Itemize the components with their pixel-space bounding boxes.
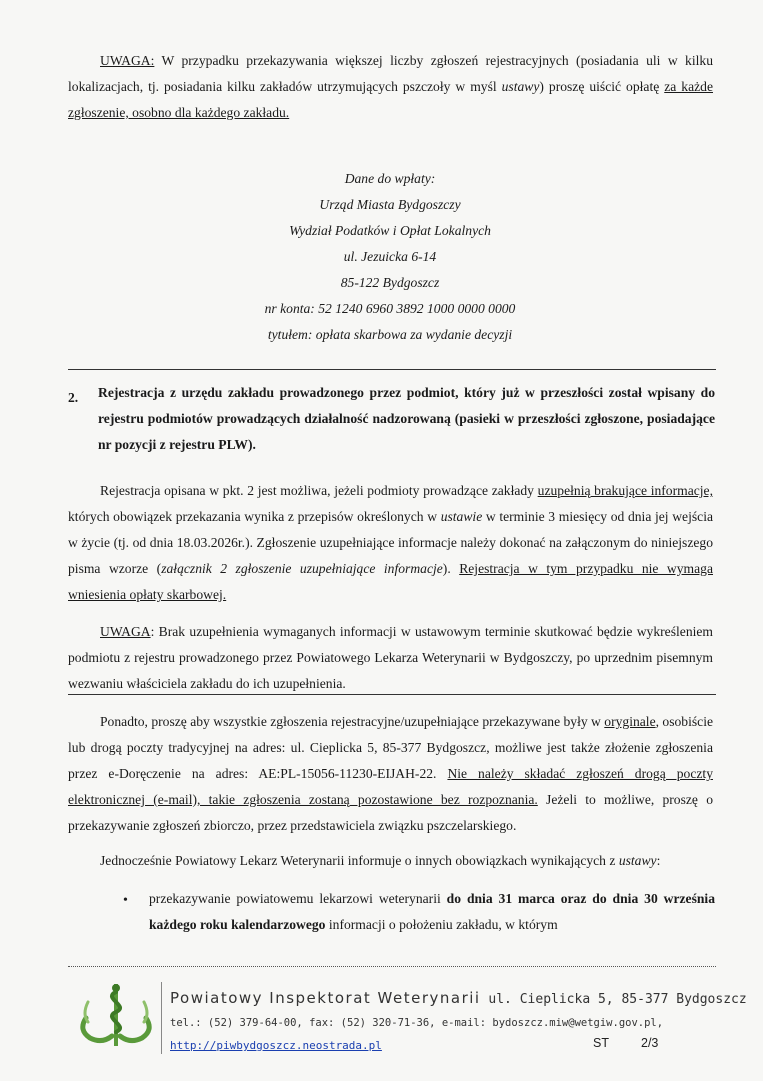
divider [68,694,716,695]
section-heading: Rejestracja z urzędu zakładu prowadzonego przez podmiot, który już w przeszłości został wpisany do rejestru podmiotów prowadzących działalność nadzorowaną (pasieki w przeszłości zgłoszone, posiadające nr pozycji z rejestru PLW). [98,385,715,452]
payment-heading: Dane do wpłaty: [344,171,436,186]
list-item: przekazywanie powiatowemu lekarzowi weterynarii do dnia 31 marca oraz do dnia 30 września każdego roku kalendarzowego informacji o położeniu zakładu, w którym [149,891,716,932]
payment-title: tytułem: opłata skarbowa za wydanie decyzji [267,327,513,342]
note-label: UWAGA: [100,53,155,68]
section-number: 2. [68,390,79,405]
footer-organization: Powiatowy Inspektorat Weterynarii ul. Cieplicka 5, 85-377 Bydgoszcz [170,989,747,1007]
payment-details [200,166,580,348]
payment-account: nr konta: 52 1240 6960 3892 1000 0000 0000 [264,301,516,316]
footer-website-link[interactable]: http://piwbydgoszcz.neostrada.pl [170,1039,382,1052]
paragraph-other-obligations: Jednocześnie Powiatowy Lekarz Weterynarii informuje o innych obowiązkach wynikających z ustawy: [100,853,661,868]
note-warning-deletion: UWAGA: Brak uzupełnienia wymaganych informacji w ustawowym terminie skutkować będzie wykreśleniem podmiotu z rejestru prowadzonego przez Powiatowego Lekarza Weterynarii w Bydgoszczy, po uprzednim pisemnym wezwaniu właściciela zakładu do ich uzupełnienia. [68,624,713,691]
footer-divider [68,966,716,967]
page-number: 2/3 [641,1036,659,1050]
paragraph-registration: Rejestracja opisana w pkt. 2 jest możliwa, jeżeli podmioty prowadzące zakłady uzupełnią brakujące informacje, których obowiązek przekazania wynika z przepisów określonych w ustawie w terminie 3 miesięcy od dnia jej wejścia w życie (tj. od dnia 18.03.2026r.). Zgłoszenie uzupełniające informacje należy dokonać na załączonym do niniejszego pisma wzorze (załącznik 2 zgłoszenie uzupełniające informacje). Rejestracja w tym przypadku nie wymaga wniesienia opłaty skarbowej. [68,483,713,602]
payment-recipient: Urząd Miasta Bydgoszczy [319,197,461,212]
document-code: ST [593,1036,609,1050]
note-label: UWAGA [100,624,151,639]
paragraph-submission-method: Ponadto, proszę aby wszystkie zgłoszenia rejestracyjne/uzupełniające przekazywane były w oryginale, osobiście lub drogą poczty tradycyjnej na adres: ul. Cieplicka 5, 85-377 Bydgoszcz, możliwe jest także złożenie zgłoszenia przez e-Doręczenie na adres: AE:PL-15056-11230-EIJAH-22. Nie należy składać zgłoszeń drogą poczty elektronicznej (e-mail), takie zgłoszenia zostaną pozostawione bez rozpoznania. Jeżeli to możliwe, proszę o przekazywanie zgłoszeń zbiorczo, przez przedstawiciela związku pszczelarskiego. [68,714,714,833]
footer-separator [161,982,162,1054]
footer-contact: tel.: (52) 379-64-00, fax: (52) 320-71-36, e-mail: bydoszcz.miw@wetgiw.gov.pl, [170,1017,664,1029]
note-warning-multiple-submissions: UWAGA: W przypadku przekazywania większej liczby zgłoszeń rejestracyjnych (posiadania uli w kilku lokalizacjach, tj. posiadania kilku zakładów utrzymujących pszczoły w myśl ustawy) proszę uiścić opłatę za każde zgłoszenie, osobno dla każdego zakładu. [68,53,713,120]
payment-city: 85-122 Bydgoszcz [340,275,440,290]
payment-department: Wydział Podatków i Opłat Lokalnych [289,223,491,238]
bullet-icon: • [123,893,128,908]
divider [68,369,716,370]
veterinary-inspection-logo-icon [74,978,158,1050]
payment-street: ul. Jezuicka 6-14 [343,249,437,264]
